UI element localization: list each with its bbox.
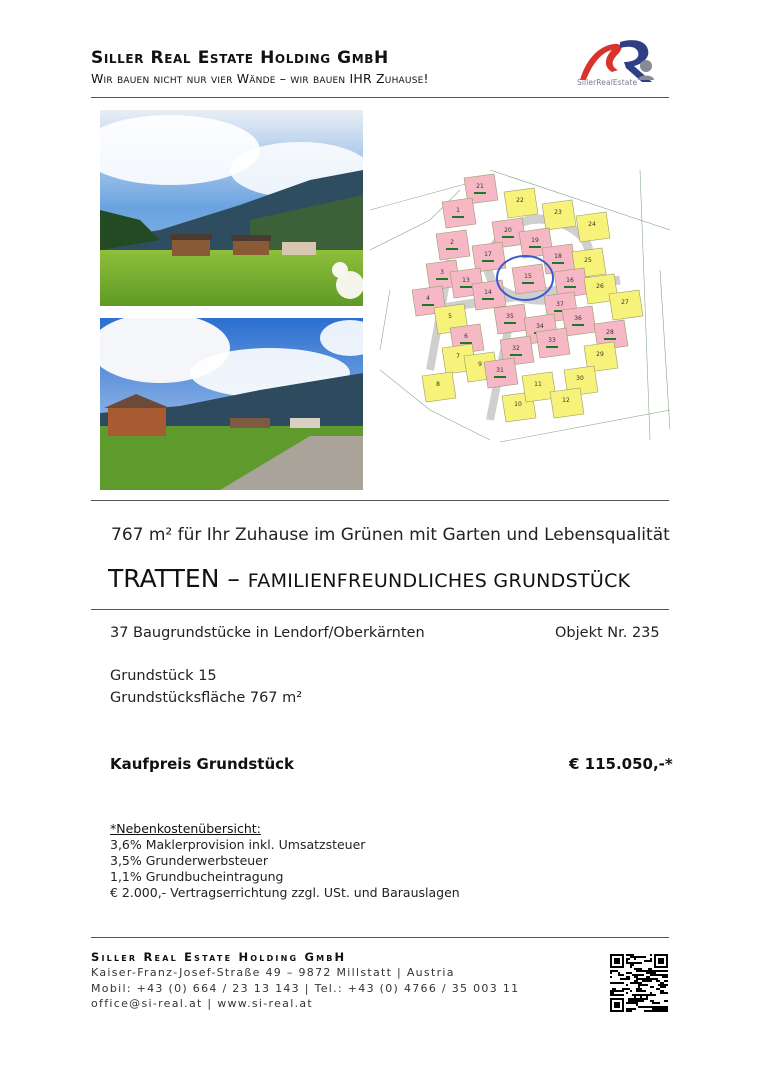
cost-item: 3,6% Maklerprovision inkl. Umsatzsteuer	[110, 837, 366, 852]
status-mark	[510, 354, 522, 356]
plot-24	[576, 212, 610, 242]
status-mark	[460, 342, 472, 344]
status-mark	[452, 216, 464, 218]
section-divider-bottom	[91, 609, 669, 610]
plot-number-label: 9	[478, 361, 482, 368]
plot-27	[609, 290, 643, 320]
plot-number-label: 25	[584, 257, 592, 264]
plot-1	[442, 198, 476, 228]
plot-number-label: 8	[436, 381, 440, 388]
cost-item: 1,1% Grundbucheintragung	[110, 869, 284, 884]
plot-number-label: 16	[566, 277, 574, 284]
plot-15	[512, 264, 546, 294]
plot-number-label: 3	[440, 269, 444, 276]
photo-houses	[100, 110, 363, 306]
cost-item: 3,5% Grunderwerbsteuer	[110, 853, 269, 868]
title-main: TRATTEN –	[108, 564, 248, 593]
plot-number-label: 2	[450, 239, 454, 246]
plot-8	[422, 372, 456, 402]
headline: 767 m² für Ihr Zuhause im Grünen mit Garten und Lebensqualität	[111, 525, 670, 545]
plot-number-label: 22	[516, 197, 524, 204]
plot-number-label: 26	[596, 283, 604, 290]
plot-number-label: 37	[556, 301, 564, 308]
landscape-photo-icon	[100, 318, 363, 490]
plot-number-label: 32	[512, 345, 520, 352]
price-value: € 115.050,-*	[569, 755, 673, 773]
footer-web: office@si-real.at | www.si-real.at	[91, 997, 314, 1010]
plot-number-label: 36	[574, 315, 582, 322]
plot-number-label: 11	[534, 381, 542, 388]
plot-number-label: 18	[554, 253, 562, 260]
price-label: Kaufpreis Grundstück	[110, 755, 294, 773]
plot-number-label: 7	[456, 353, 460, 360]
plot-number-label: 12	[562, 397, 570, 404]
photo-construction	[100, 318, 363, 490]
status-mark	[460, 286, 472, 288]
plot-area: Grundstücksfläche 767 m²	[110, 690, 303, 706]
plot-number-label: 23	[554, 209, 562, 216]
qr-code-icon[interactable]	[610, 954, 668, 1012]
plot-number-label: 35	[506, 313, 514, 320]
plot-23	[542, 200, 576, 230]
plot-number-label: 13	[462, 277, 470, 284]
slogan: Wir bauen nicht nur vier Wände – wir bauen IHR Zuhause!	[91, 71, 429, 86]
site-plan	[370, 170, 670, 450]
property-title	[108, 564, 630, 593]
plot-number-label: 20	[504, 227, 512, 234]
plot-number-label: 24	[588, 221, 596, 228]
status-mark	[422, 304, 434, 306]
cost-item: € 2.000,- Vertragserrichtung zzgl. USt. und Barauslagen	[110, 885, 460, 900]
status-mark	[546, 346, 558, 348]
status-mark	[474, 192, 486, 194]
plot-number-label: 31	[496, 367, 504, 374]
status-mark	[564, 286, 576, 288]
plot-33	[536, 328, 570, 358]
plot-14	[472, 280, 506, 310]
footer-phone: Mobil: +43 (0) 664 / 23 13 143 | Tel.: +43 (0) 4766 / 35 003 11	[91, 982, 520, 995]
status-mark	[502, 236, 514, 238]
footer-address: Kaiser-Franz-Josef-Straße 49 – 9872 Millstatt | Austria	[91, 966, 455, 979]
plot-12	[550, 388, 584, 418]
status-mark	[482, 260, 494, 262]
title-sub: FAMILIENFREUNDLICHES GRUNDSTÜCK	[247, 570, 631, 592]
plot-number-label: 29	[596, 351, 604, 358]
plot-number-label: 15	[524, 273, 532, 280]
company-title: Siller Real Estate Holding GmbH	[91, 48, 389, 68]
plot-31	[484, 358, 518, 388]
plot-number-label: 30	[576, 375, 584, 382]
status-mark	[604, 338, 616, 340]
status-mark	[494, 376, 506, 378]
status-mark	[552, 262, 564, 264]
plot-number-label: 27	[621, 299, 629, 306]
status-mark	[504, 322, 516, 324]
plot-number-label: 17	[484, 251, 492, 258]
plot-36	[562, 306, 596, 336]
status-mark	[529, 246, 541, 248]
plot-22	[504, 188, 538, 218]
status-mark	[436, 278, 448, 280]
plot-number-label: 34	[536, 323, 544, 330]
section-divider-top	[91, 500, 669, 501]
plot-number-label: 10	[514, 401, 522, 408]
costs-title: *Nebenkostenübersicht:	[110, 821, 261, 836]
plot-number-label: 1	[456, 207, 460, 214]
header-divider	[91, 97, 669, 98]
plot-number-label: 21	[476, 183, 484, 190]
plot-number-label: 33	[548, 337, 556, 344]
plot-35	[494, 304, 528, 334]
status-mark	[482, 298, 494, 300]
status-mark	[572, 324, 584, 326]
plot-number-label: 28	[606, 329, 614, 336]
plot-number-label: 5	[448, 313, 452, 320]
footer-divider	[91, 937, 669, 938]
plot-number-label: 4	[426, 295, 430, 302]
plot-number: Grundstück 15	[110, 668, 217, 684]
site-plan-drawing	[370, 170, 670, 450]
status-mark	[522, 282, 534, 284]
plot-number-label: 14	[484, 289, 492, 296]
plot-number-label: 6	[464, 333, 468, 340]
footer-company: Siller Real Estate Holding GmbH	[91, 950, 347, 964]
object-number: Objekt Nr. 235	[555, 625, 660, 641]
plots-count: 37 Baugrundstücke in Lendorf/Oberkärnten	[110, 625, 425, 641]
plot-number-label: 19	[531, 237, 539, 244]
landscape-photo-icon	[100, 110, 363, 306]
status-mark	[446, 248, 458, 250]
plot-2	[436, 230, 470, 260]
logo-text: SillerRealEstate	[577, 78, 638, 87]
